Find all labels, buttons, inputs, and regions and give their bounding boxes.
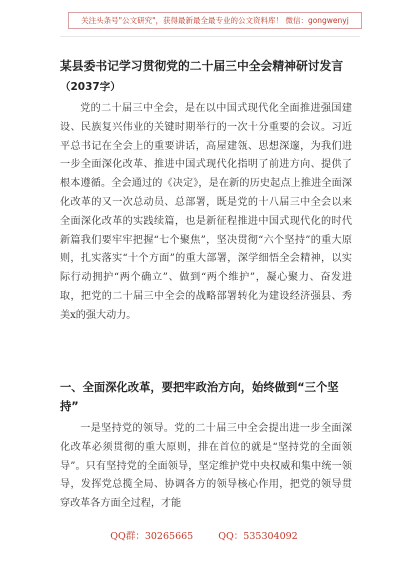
paragraph: 党的二十届三中全会，是在以中国式现代化全面推进强国建设、民族复兴伟业的关键时期举行的一次十分重要的会议。习近平总书记在全会上的重要讲话，高屋建瓴、思想深邃，为我们进一步全面深化改革、推进中国式现代化指明了前进方向、提供了根本遵循。全会通过的《决定》，是在新的历史起点上推进全面深化改革的又一次总动员、总部署，既是党的十八届三中全会以来全面深化改革的实践续篇，也是新征程推进中国式现代化的时代新篇我们要牢牢把握“七个聚焦”，坚决贯彻“六个坚持”的重大原则，扎实落实“十个方面”的重大部署，深学细悟全会精神，以实际行动拥护“两个确立”、做到“两个维护”，凝心聚力、奋发进取，把党的二十届三中全会的战略部署转化为建设经济强县、秀美x的强大动力。	[60, 103, 352, 321]
word-count: （2037字）	[60, 81, 121, 93]
qq-group-contact: QQ群：30265665	[110, 531, 194, 542]
header-divider	[60, 36, 360, 37]
document-body-continued	[60, 420, 352, 514]
qq-contact: QQ：535304092	[218, 531, 298, 542]
paragraph: 一是坚持党的领导。党的二十届三中全会提出进一步全面深化改革必须贯彻的重大原则，排在首位的就是“坚持党的全面领导”。只有坚持党的全面领导，坚定维护党中央权威和集中统一领导，发挥党总揽全局、协调各方的领导核心作用，把党的领导贯穿改革各方面全过程，才能	[60, 423, 352, 510]
document-body	[60, 100, 352, 326]
page-footer	[0, 528, 408, 542]
section-heading: 一、全面深化改革，要把牢政治方向，始终做到“三个坚持”	[60, 381, 339, 413]
promo-banner: 关注头条号"公文研究"，获得最新最全最专业的公文资料库！ 微信：gongwenyj	[68, 12, 362, 29]
document-title: 某县委书记学习贯彻党的二十届三中全会精神研讨发言	[60, 59, 344, 73]
